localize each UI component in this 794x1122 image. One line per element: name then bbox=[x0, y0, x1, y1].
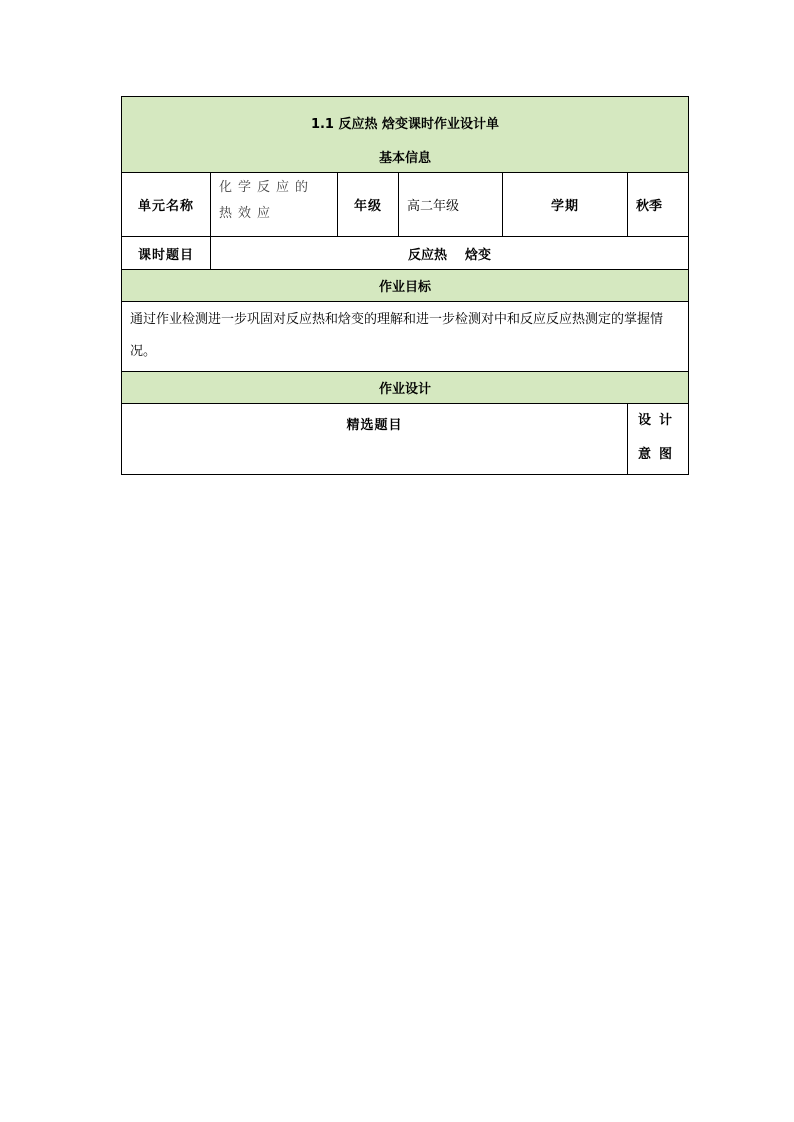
document-title: 1.1 反应热 焓变课时作业设计单 bbox=[122, 97, 689, 141]
grade-value: 高二年级 bbox=[399, 173, 503, 237]
topic-value: 反应热 焓变 bbox=[211, 237, 689, 270]
grade-label: 年级 bbox=[338, 173, 399, 237]
objectives-header: 作业目标 bbox=[122, 270, 689, 302]
selected-questions-label: 精选题目 bbox=[122, 404, 628, 475]
homework-design-table bbox=[121, 96, 689, 475]
term-value: 秋季 bbox=[628, 173, 689, 237]
unit-name-label: 单元名称 bbox=[122, 173, 211, 237]
objectives-text: 通过作业检测进一步巩固对反应热和焓变的理解和进一步检测对中和反应反应热测定的掌握情况。 bbox=[122, 302, 689, 372]
unit-name-value: 化学反应的热效应 bbox=[211, 173, 338, 237]
design-intent-label: 设计意图 bbox=[628, 404, 689, 475]
basic-info-header: 基本信息 bbox=[122, 140, 689, 173]
term-label: 学期 bbox=[503, 173, 628, 237]
topic-label: 课时题目 bbox=[122, 237, 211, 270]
design-header: 作业设计 bbox=[122, 372, 689, 404]
